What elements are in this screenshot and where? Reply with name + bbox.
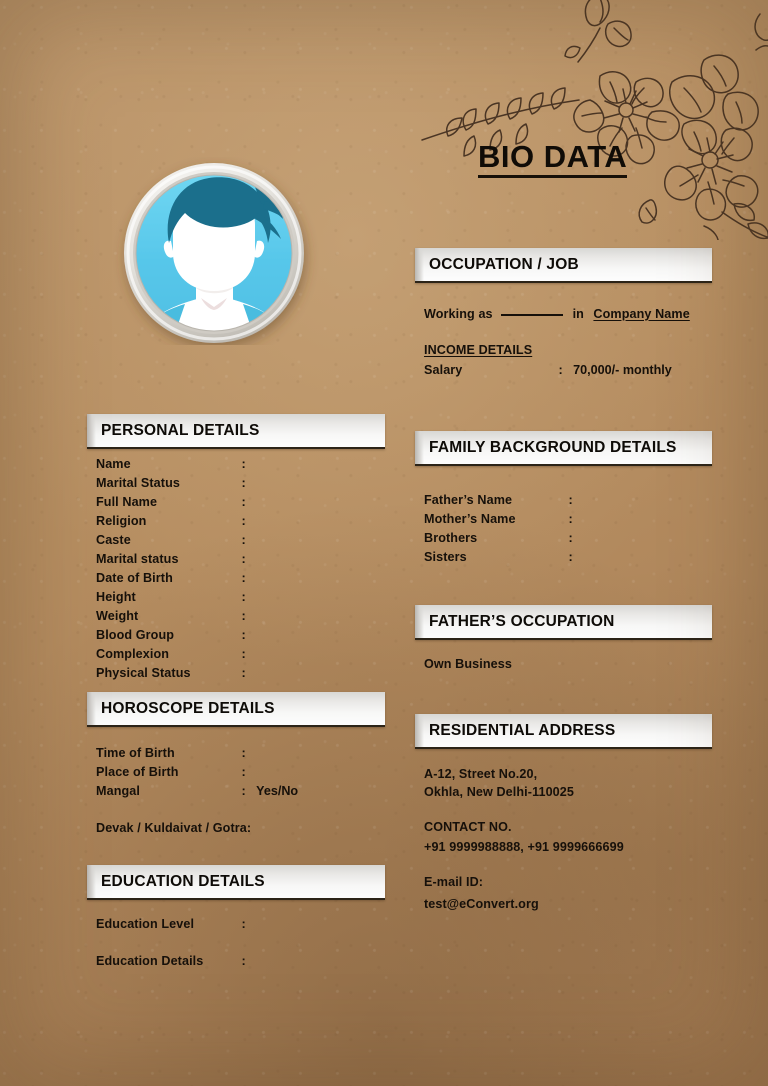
field-label: Religion: [96, 514, 147, 528]
table-row: [96, 569, 256, 587]
field-colon: :: [568, 550, 573, 564]
table-row: [424, 510, 583, 528]
field-colon: :: [568, 512, 573, 526]
working-as-row: [424, 305, 690, 323]
field-label: Height: [96, 590, 136, 604]
section-header-family-background-label: FAMILY BACKGROUND DETAILS: [429, 438, 677, 456]
field-label: Complexion: [96, 647, 170, 661]
working-as-middle: in: [572, 307, 584, 321]
fathers-occupation-value: Own Business: [424, 657, 512, 671]
field-colon: :: [241, 552, 246, 566]
field-colon: :: [241, 746, 246, 760]
field-colon: :: [241, 784, 246, 798]
table-row: [96, 531, 256, 549]
field-label: Time of Birth: [96, 746, 175, 760]
table-row: [96, 474, 256, 492]
salary-row: [424, 361, 672, 379]
table-row: [96, 455, 256, 473]
table-row: [96, 493, 256, 511]
contact-value: +91 9999988888, +91 9999666699: [424, 840, 624, 854]
section-header-residential-address-label: RESIDENTIAL ADDRESS: [429, 721, 616, 739]
field-label: Full Name: [96, 495, 158, 509]
table-row: [96, 915, 256, 933]
working-as-blank-field[interactable]: [501, 314, 563, 316]
field-label: Weight: [96, 609, 139, 623]
field-label: Caste: [96, 533, 131, 547]
field-colon: :: [241, 533, 246, 547]
section-header-education-details-label: EDUCATION DETAILS: [101, 872, 265, 890]
section-header-personal-details-label: PERSONAL DETAILS: [101, 421, 260, 439]
field-label: Place of Birth: [96, 765, 179, 779]
field-label: Marital status: [96, 552, 179, 566]
salary-colon: :: [558, 363, 563, 377]
section-header-residential-address: [415, 714, 712, 749]
section-header-occupation-label: OCCUPATION / JOB: [429, 255, 579, 273]
field-colon: :: [241, 917, 246, 931]
field-label: Brothers: [424, 531, 478, 545]
table-row: [96, 588, 256, 606]
email-value: test@eConvert.org: [424, 897, 539, 911]
section-header-fathers-occupation-label: FATHER’S OCCUPATION: [429, 612, 615, 630]
field-label: Name: [96, 457, 131, 471]
field-colon: :: [241, 765, 246, 779]
field-label: Physical Status: [96, 666, 191, 680]
floral-line-art-corner-icon: [404, 0, 768, 240]
section-header-occupation: [415, 248, 712, 283]
male-avatar-photo-placeholder-icon: [97, 157, 332, 345]
field-colon: :: [568, 493, 573, 507]
section-header-fathers-occupation: [415, 605, 712, 640]
table-row: [96, 782, 298, 800]
section-header-personal-details: [87, 414, 385, 449]
field-colon: :: [241, 590, 246, 604]
address-line-1: A-12, Street No.20,: [424, 767, 538, 781]
field-colon: :: [241, 647, 246, 661]
field-value[interactable]: Yes/No: [256, 784, 299, 798]
table-row: [96, 744, 256, 762]
table-row: [96, 626, 256, 644]
field-colon: :: [241, 476, 246, 490]
field-label: Education Level: [96, 917, 195, 931]
field-label: Marital Status: [96, 476, 180, 490]
table-row: [96, 607, 256, 625]
contact-label: CONTACT NO.: [424, 820, 512, 834]
section-header-horoscope-details: [87, 692, 385, 727]
field-label: Date of Birth: [96, 571, 173, 585]
field-label: Father’s Name: [424, 493, 513, 507]
salary-value: 70,000/- monthly: [573, 363, 672, 377]
field-colon: :: [241, 628, 246, 642]
section-header-horoscope-details-label: HOROSCOPE DETAILS: [101, 699, 275, 717]
table-row: [424, 491, 583, 509]
field-colon: :: [241, 666, 246, 680]
income-details-heading: INCOME DETAILS: [424, 343, 533, 357]
company-name: Company Name: [593, 307, 690, 321]
field-label: Mangal: [96, 784, 140, 798]
section-header-education-details: [87, 865, 385, 900]
table-row: [96, 645, 256, 663]
section-header-family-background: [415, 431, 712, 466]
table-row: [424, 529, 583, 547]
page-title: BIO DATA: [478, 141, 627, 178]
field-label: Blood Group: [96, 628, 175, 642]
table-row: [96, 512, 256, 530]
table-row: [96, 664, 256, 682]
table-row: [96, 763, 256, 781]
field-colon: :: [241, 954, 246, 968]
field-colon: :: [241, 609, 246, 623]
field-colon: :: [241, 571, 246, 585]
field-colon: :: [568, 531, 573, 545]
field-colon: :: [241, 495, 246, 509]
field-label: Sisters: [424, 550, 467, 564]
field-label: Education Details: [96, 954, 204, 968]
table-row: [96, 550, 256, 568]
field-colon: :: [241, 457, 246, 471]
table-row: [96, 952, 256, 970]
salary-label: Salary: [424, 363, 463, 377]
address-line-2: Okhla, New Delhi-110025: [424, 785, 574, 799]
field-label: Mother’s Name: [424, 512, 516, 526]
email-label: E-mail ID:: [424, 875, 484, 889]
working-as-prefix: Working as: [424, 307, 493, 321]
field-colon: :: [241, 514, 246, 528]
devak-kuldaivat-gotra-label: Devak / Kuldaivat / Gotra:: [96, 821, 252, 835]
table-row: [424, 548, 583, 566]
